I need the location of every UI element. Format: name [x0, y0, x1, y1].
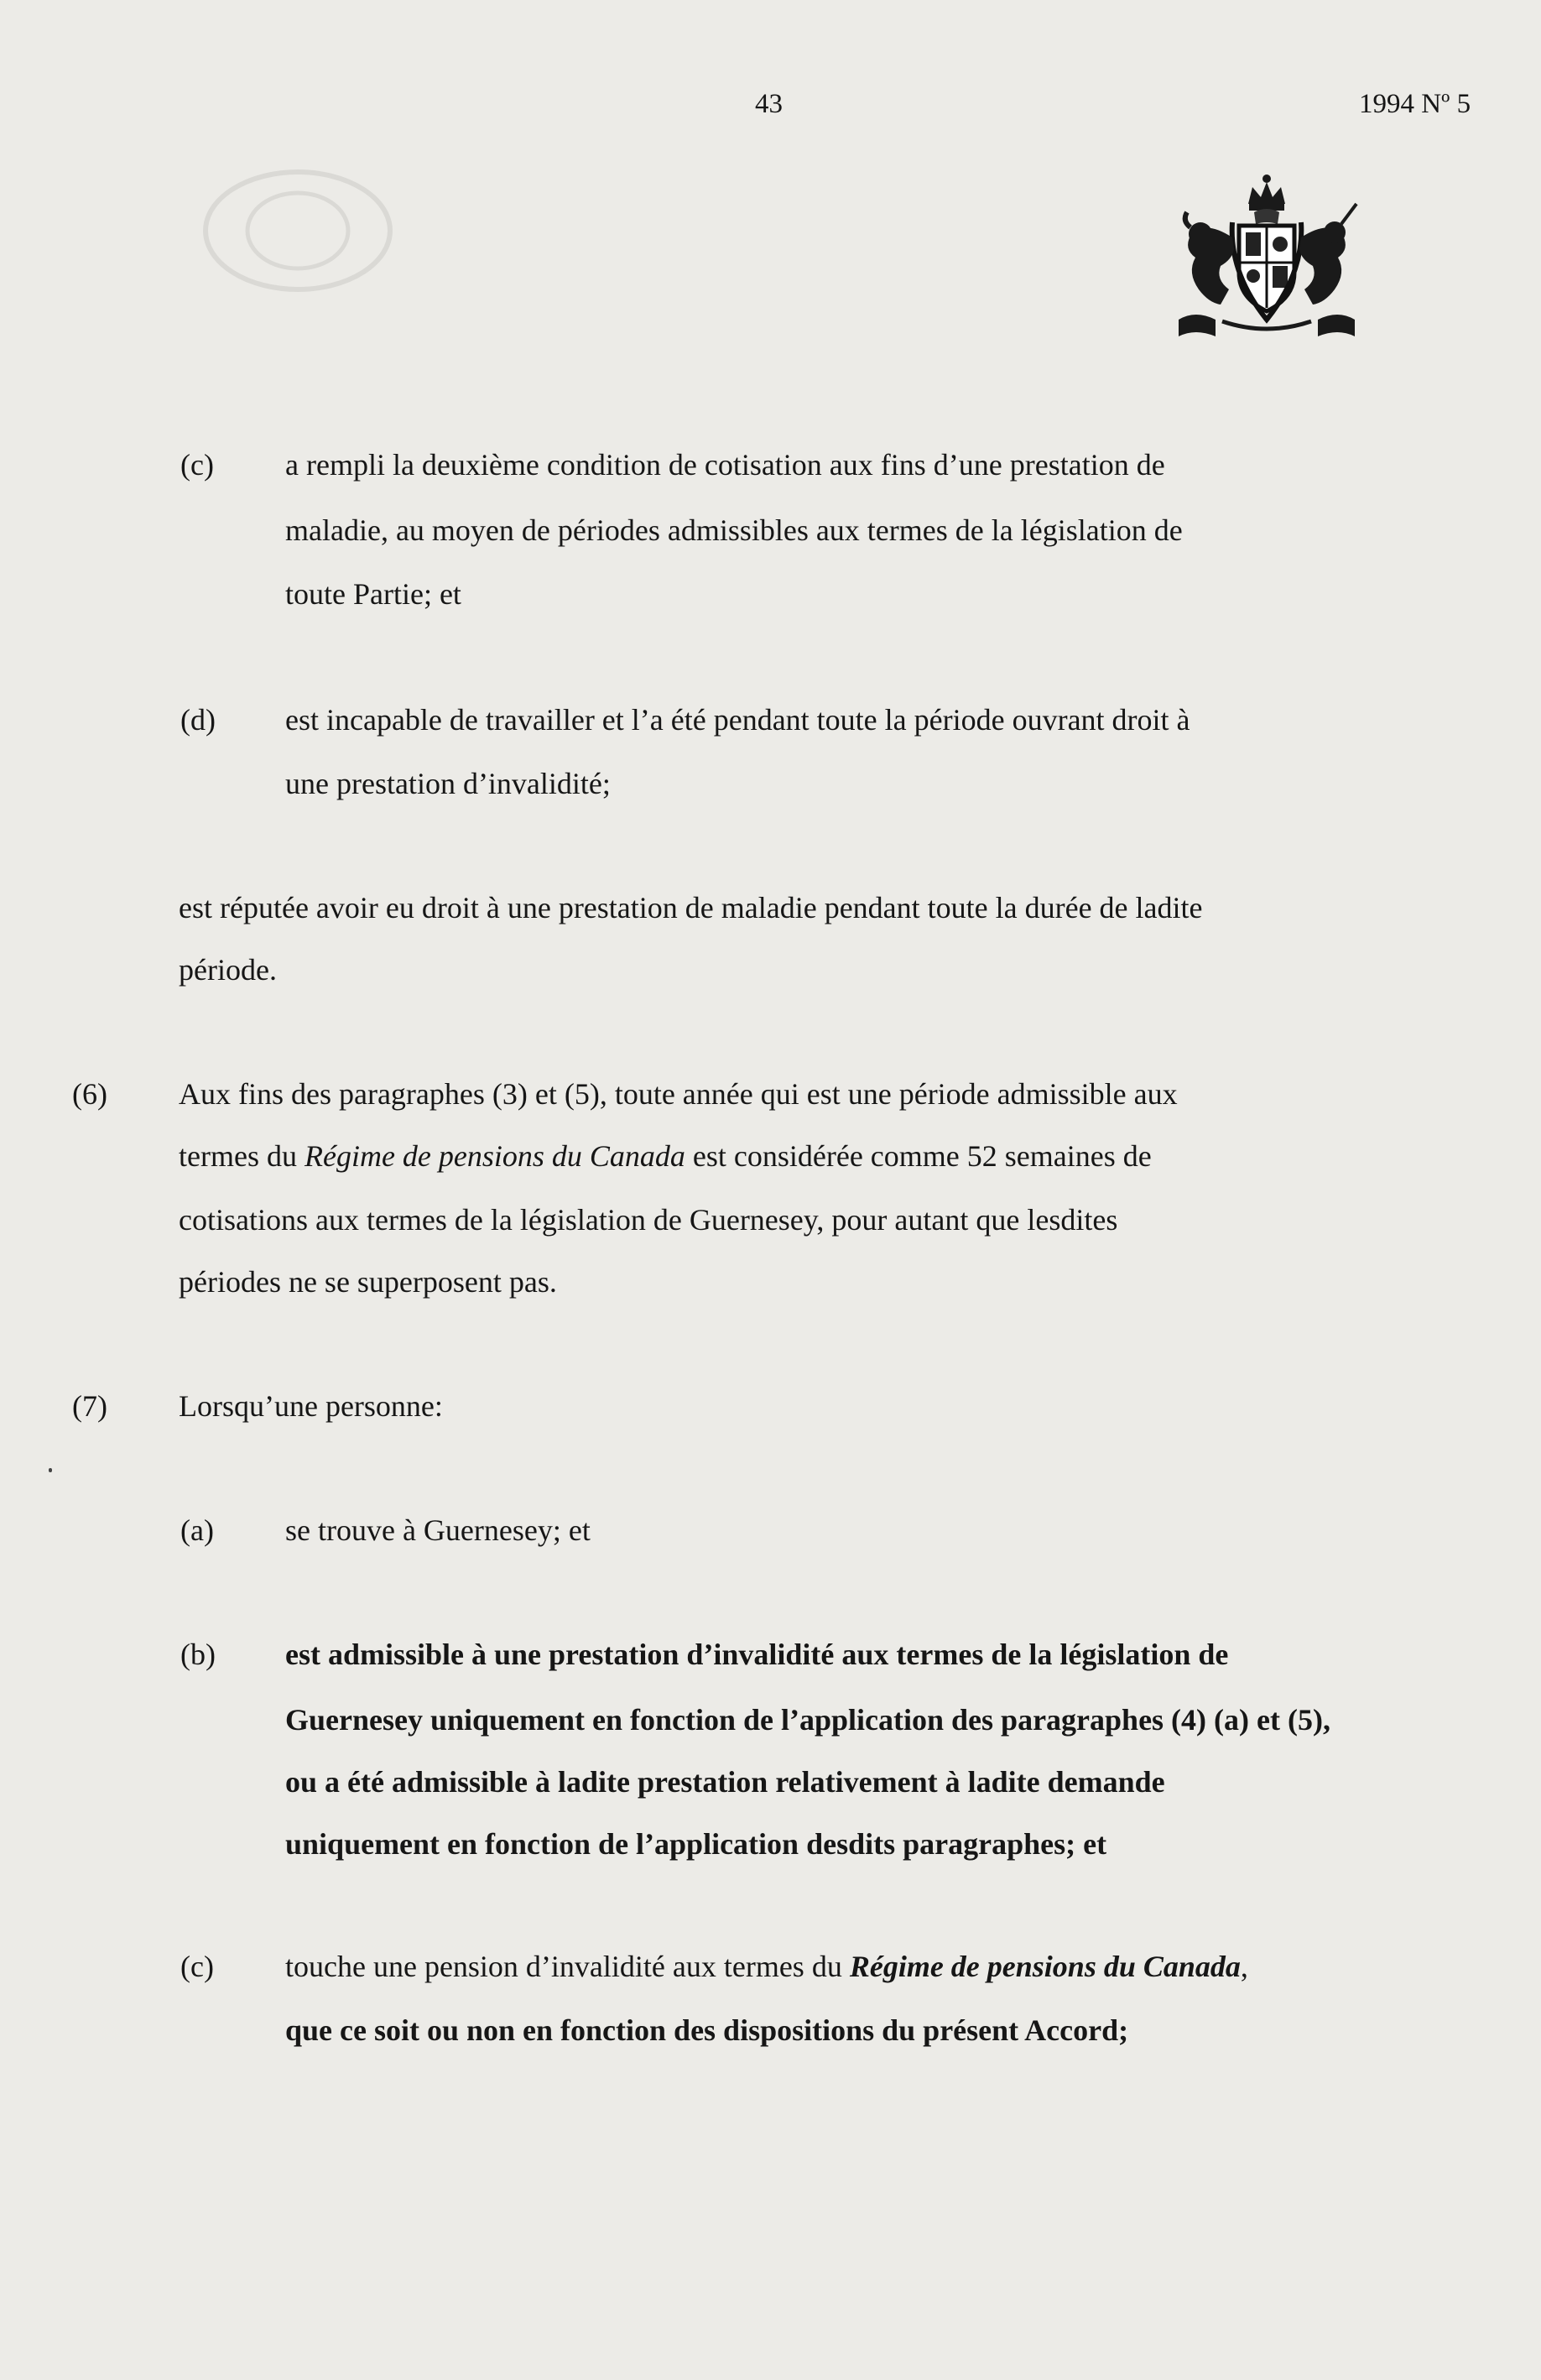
item-b-line-1: est admissible à une prestation d’invalidité aux termes de la législation de: [285, 1638, 1229, 1671]
item-b-line-4: uniquement en fonction de l’application desdits paragraphes; et: [285, 1827, 1107, 1861]
ghost-crest-icon: [193, 164, 403, 298]
paragraph-5-tail-line-2: période.: [179, 953, 277, 987]
regime-title-italic: Régime de pensions du Canada: [304, 1139, 685, 1173]
paragraph-6-line-1: Aux fins des paragraphes (3) et (5), toute année qui est une période admissible aux: [179, 1077, 1178, 1111]
paragraph-6-line-2: [179, 1138, 1152, 1174]
clause-c-line-3: toute Partie; et: [285, 577, 461, 611]
clause-d-line-1: est incapable de travailler et l’a été pendant toute la période ouvrant droit à: [285, 703, 1190, 737]
item-c-line-1-end: ,: [1240, 1950, 1248, 1983]
paragraph-6-line-2-end: est considérée comme 52 semaines de: [685, 1139, 1152, 1173]
clause-c-line-1: a rempli la deuxième condition de cotisation aux fins d’une prestation de: [285, 448, 1165, 482]
paragraph-6-line-4: périodes ne se superposent pas.: [179, 1265, 557, 1299]
regime-title-italic-bold: Régime de pensions du Canada: [849, 1950, 1241, 1983]
paragraph-7-label: (7): [72, 1389, 107, 1423]
paragraph-5-tail-line-1: est réputée avoir eu droit à une prestation de maladie pendant toute la durée de ladite: [179, 891, 1203, 924]
item-a-label: (a): [180, 1513, 214, 1547]
paragraph-7-intro: Lorsqu’une personne:: [179, 1389, 443, 1423]
clause-c-line-2: maladie, au moyen de périodes admissibles aux termes de la législation de: [285, 513, 1183, 547]
clause-d-line-2: une prestation d’invalidité;: [285, 767, 611, 800]
page-number: 43: [755, 89, 783, 119]
scan-speck: [49, 1468, 52, 1472]
item-c-line-2: que ce soit ou non en fonction des dispositions du présent Accord;: [285, 2013, 1129, 2047]
item-c-label: (c): [180, 1950, 214, 1983]
paragraph-6-line-2-start: termes du: [179, 1139, 305, 1173]
item-c-line-1: [285, 1948, 1248, 1985]
item-b-label: (b): [180, 1638, 216, 1671]
item-b-line-3: ou a été admissible à ladite prestation relativement à ladite demande: [285, 1765, 1165, 1799]
royal-coat-of-arms-icon: [1162, 172, 1372, 340]
item-a-text: se trouve à Guernesey; et: [285, 1513, 591, 1547]
paragraph-6-line-3: cotisations aux termes de la législation de Guernesey, pour autant que lesdites: [179, 1203, 1118, 1237]
clause-c-label: (c): [180, 448, 214, 482]
gazette-reference: 1994 Nº 5: [1359, 89, 1471, 119]
item-c-line-1-start: touche une pension d’invalidité aux termes du: [285, 1950, 850, 1983]
paragraph-6-label: (6): [72, 1077, 107, 1111]
clause-d-label: (d): [180, 703, 216, 737]
item-b-line-2: Guernesey uniquement en fonction de l’application des paragraphes (4) (a) et (5),: [285, 1703, 1330, 1737]
